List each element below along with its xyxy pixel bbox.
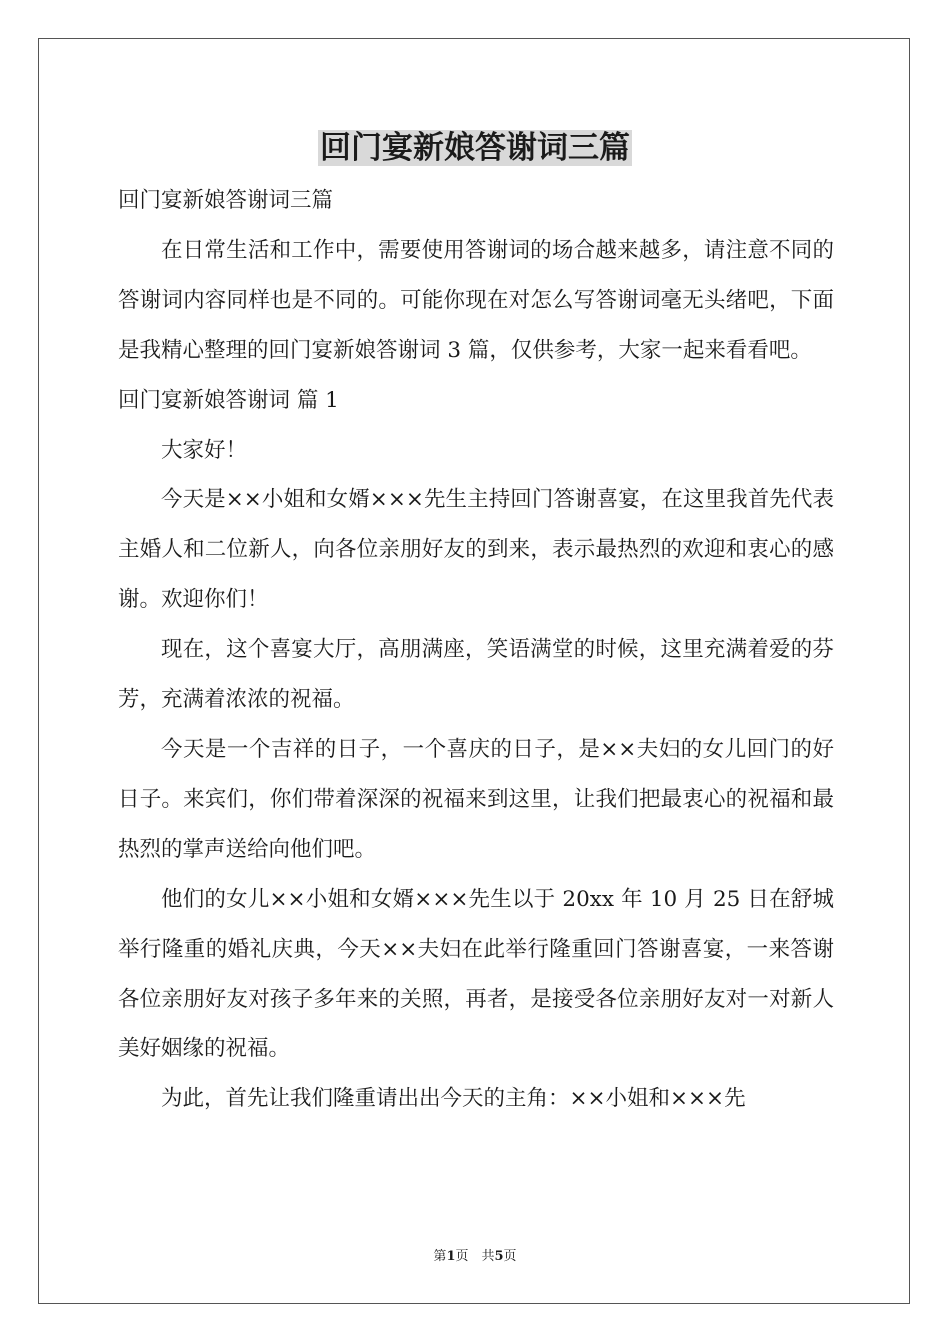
- paragraph: 今天是××小姐和女婿×××先生主持回门答谢喜宴，在这里我首先代表主婚人和二位新人，向各位亲朋好友的到来，表示最热烈的欢迎和衷心的感谢。欢迎你们！: [118, 487, 834, 613]
- paragraph: 回门宴新娘答谢词三篇: [118, 188, 334, 213]
- page-suffix: 页: [503, 1249, 517, 1264]
- paragraph: 为此，首先让我们隆重请出出今天的主角：××小姐和×××先: [161, 1086, 746, 1112]
- paragraph: 今天是一个吉祥的日子，一个喜庆的日子，是××夫妇的女儿回门的好日子。来宾们，你们带着深深的祝福来到这里，让我们把最衷心的祝福和最热烈的掌声送给向他们吧。: [118, 736, 834, 862]
- document-body: [118, 176, 834, 1124]
- paragraph: 大家好！: [161, 437, 248, 463]
- document-title: [0, 126, 950, 170]
- paragraph: 在日常生活和工作中，需要使用答谢词的场合越来越多，请注意不同的答谢词内容同样也是不同的。可能你现在对怎么写答谢词毫无头绪吧，下面是我精心整理的回门宴新娘答谢词 3 篇，仅供参考，大家一起来看看吧。: [118, 237, 834, 363]
- page-total: 5: [494, 1249, 504, 1264]
- page-current: 1: [446, 1249, 456, 1264]
- document-title-text: 回门宴新娘答谢词三篇: [320, 130, 630, 166]
- section-heading: 回门宴新娘答谢词 篇 1: [118, 387, 339, 413]
- paragraph: 他们的女儿××小姐和女婿×××先生以于 20xx 年 10 月 25 日在舒城举行隆重的婚礼庆典，今天××夫妇在此举行隆重回门答谢喜宴，一来答谢各位亲朋好友对孩子多年来的关照，再者，是接受各位亲朋好友对一对新人美好姻缘的祝福。: [118, 886, 834, 1062]
- page-prefix: 第: [433, 1249, 447, 1264]
- page-mid: 页 共: [455, 1249, 495, 1264]
- paragraph: 现在，这个喜宴大厅，高朋满座，笑语满堂的时候，这里充满着爱的芬芳，充满着浓浓的祝福。: [118, 637, 834, 713]
- page-footer: [0, 1248, 950, 1266]
